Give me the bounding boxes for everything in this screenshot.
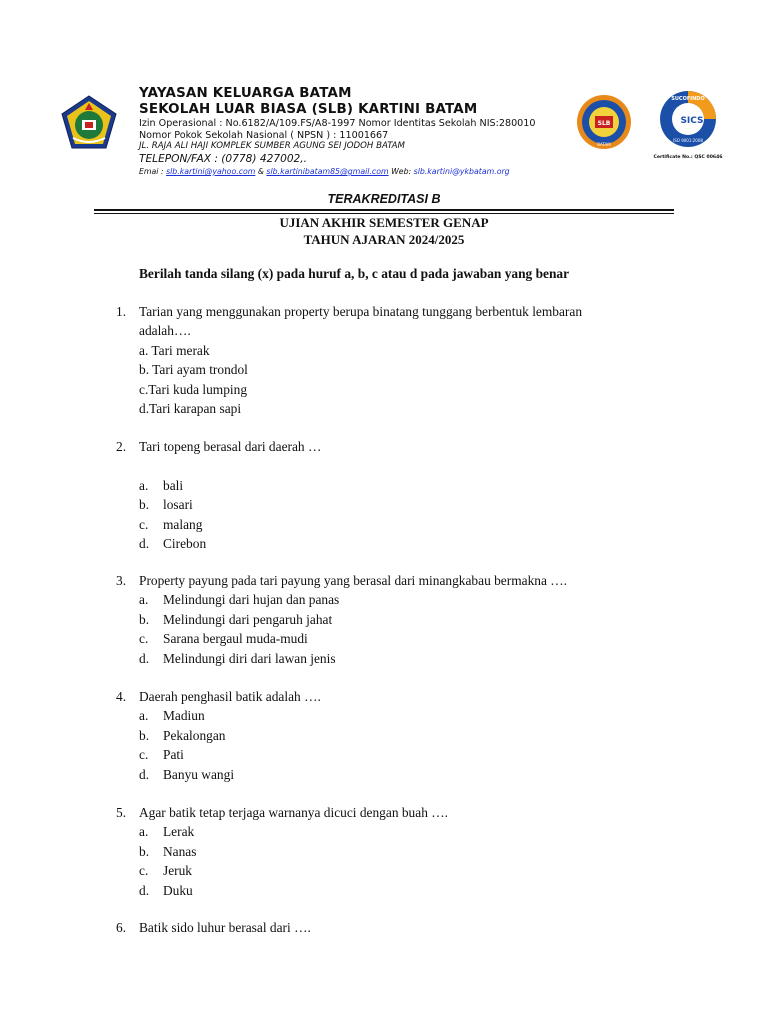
- accreditation-label: TERAKREDITASI B: [327, 192, 441, 206]
- option-text: Jeruk: [163, 863, 193, 879]
- option-text: Cirebon: [163, 535, 207, 551]
- answer-option-c[interactable]: [116, 745, 676, 764]
- iso-top-text: SUCOFINDO: [671, 96, 705, 102]
- option-text: Nanas: [163, 843, 197, 859]
- header-divider-thick: [94, 209, 674, 211]
- option-letter: c.: [139, 516, 149, 532]
- option-text: Lerak: [163, 824, 195, 840]
- option-letter: a.: [139, 592, 149, 608]
- answer-option-a[interactable]: [116, 476, 676, 495]
- answer-option-d[interactable]: d.Tari karapan sapi: [139, 400, 242, 416]
- iso-center-text: SICS: [680, 116, 704, 126]
- question-4: [116, 687, 676, 784]
- question-text: Tarian yang menggunakan property berupa binatang tunggang berbentuk lembaran: [139, 304, 583, 319]
- email-ampersand: &: [257, 167, 264, 176]
- school-logo: [576, 94, 632, 150]
- option-letter: b.: [139, 727, 150, 743]
- option-letter: c.: [139, 631, 149, 647]
- answer-option-a[interactable]: [116, 706, 676, 725]
- iso-certification-logo: [652, 88, 726, 162]
- answer-option-b[interactable]: [116, 495, 676, 514]
- answer-option-d[interactable]: [116, 649, 676, 668]
- question-number: 2.: [116, 439, 127, 454]
- question-2: [116, 437, 676, 553]
- question-number: 6.: [116, 920, 127, 935]
- answer-option-c[interactable]: c.Tari kuda lumping: [139, 381, 248, 397]
- option-text: Madiun: [163, 708, 205, 724]
- option-text: Pati: [163, 747, 184, 763]
- exam-title: UJIAN AKHIR SEMESTER GENAP: [279, 215, 489, 230]
- option-letter: d.: [139, 535, 150, 551]
- option-text: bali: [163, 477, 184, 493]
- answer-option-a[interactable]: a. Tari merak: [139, 342, 210, 358]
- option-letter: a.: [139, 708, 149, 724]
- answer-option-c[interactable]: [116, 515, 676, 534]
- question-6: [116, 918, 676, 937]
- web-address: slb.kartini@ykbatam.org: [413, 167, 510, 176]
- email-link-yahoo[interactable]: slb.kartini@yahoo.com: [166, 167, 256, 176]
- question-number: 4.: [116, 689, 127, 704]
- iso-bottom-text: ISO 9001:2008: [673, 138, 703, 143]
- question-number: 1.: [116, 304, 127, 319]
- exam-year: TAHUN AJARAN 2024/2025: [303, 232, 465, 247]
- question-1: [116, 302, 676, 418]
- answer-option-d[interactable]: [116, 881, 676, 900]
- answer-option-d[interactable]: [116, 534, 676, 553]
- foundation-emblem-logo: [60, 94, 118, 150]
- answer-option-a[interactable]: [116, 822, 676, 841]
- option-letter: b.: [139, 843, 150, 859]
- answer-option-b[interactable]: b. Tari ayam trondol: [139, 362, 248, 378]
- permit-line: Izin Operasional : No.6182/A/109.FS/A8-1997 Nomor Identitas Sekolah NIS:280010: [139, 118, 536, 129]
- answer-option-b[interactable]: [116, 842, 676, 861]
- answer-option-d[interactable]: [116, 765, 676, 784]
- option-letter: d.: [139, 766, 150, 782]
- email-link-gmail[interactable]: slb.kartinibatam85@gmail.com: [266, 167, 389, 176]
- web-label: Web:: [391, 167, 412, 176]
- question-number: 5.: [116, 805, 127, 820]
- question-text: Agar batik tetap terjaga warnanya dicuci dengan buah ….: [139, 805, 448, 820]
- question-text: Daerah penghasil batik adalah ….: [139, 689, 321, 704]
- npsn-line: Nomor Pokok Sekolah Nasional ( NPSN ) : 11001667: [139, 129, 389, 141]
- option-text: Melindungi diri dari lawan jenis: [163, 650, 336, 666]
- contact-line: [139, 166, 579, 178]
- option-letter: c.: [139, 863, 149, 879]
- question-text: Tari topeng berasal dari daerah …: [139, 439, 322, 454]
- option-text: Duku: [163, 882, 193, 898]
- option-letter: a.: [139, 477, 149, 493]
- option-letter: d.: [139, 650, 150, 666]
- option-text: malang: [163, 516, 203, 532]
- option-text: Melindungi dari hujan dan panas: [163, 592, 340, 608]
- question-3: [116, 571, 676, 668]
- email-label: Emai :: [139, 167, 164, 176]
- question-number: 3.: [116, 573, 127, 588]
- answer-option-c[interactable]: [116, 861, 676, 880]
- school-logo-ring-text: BATAM: [597, 142, 611, 147]
- letterhead: [139, 86, 579, 178]
- option-text: Sarana bergaul muda-mudi: [163, 631, 308, 647]
- address-line: JL. RAJA ALI HAJI KOMPLEK SUMBER AGUNG SEI JODOH BATAM: [139, 141, 405, 151]
- phone-line: TELEPON/FAX : (0778) 427002,.: [139, 153, 308, 165]
- question-5: [116, 803, 676, 900]
- answer-option-c[interactable]: [116, 629, 676, 648]
- question-text-continued: adalah….: [139, 323, 191, 339]
- option-text: Pekalongan: [163, 727, 226, 743]
- option-letter: d.: [139, 882, 150, 898]
- school-logo-text: SLB: [597, 120, 611, 127]
- instruction: Berilah tanda silang (x) pada huruf a, b, c atau d pada jawaban yang benar: [139, 266, 570, 281]
- option-text: losari: [163, 497, 193, 513]
- option-letter: b.: [139, 611, 150, 627]
- option-letter: c.: [139, 747, 149, 763]
- answer-option-a[interactable]: [116, 590, 676, 609]
- question-text: Batik sido luhur berasal dari ….: [139, 920, 311, 935]
- answer-option-b[interactable]: [116, 610, 676, 629]
- foundation-name: YAYASAN KELUARGA BATAM: [139, 86, 352, 101]
- question-text: Property payung pada tari payung yang berasal dari minangkabau bermakna ….: [139, 573, 567, 588]
- option-text: Banyu wangi: [163, 766, 235, 782]
- answer-option-b[interactable]: [116, 726, 676, 745]
- school-name: SEKOLAH LUAR BIASA (SLB) KARTINI BATAM: [139, 102, 478, 117]
- option-letter: b.: [139, 497, 150, 513]
- option-text: Melindungi dari pengaruh jahat: [163, 611, 333, 627]
- certificate-number: Certificate No.: QSC 00646: [653, 155, 723, 160]
- option-letter: a.: [139, 824, 149, 840]
